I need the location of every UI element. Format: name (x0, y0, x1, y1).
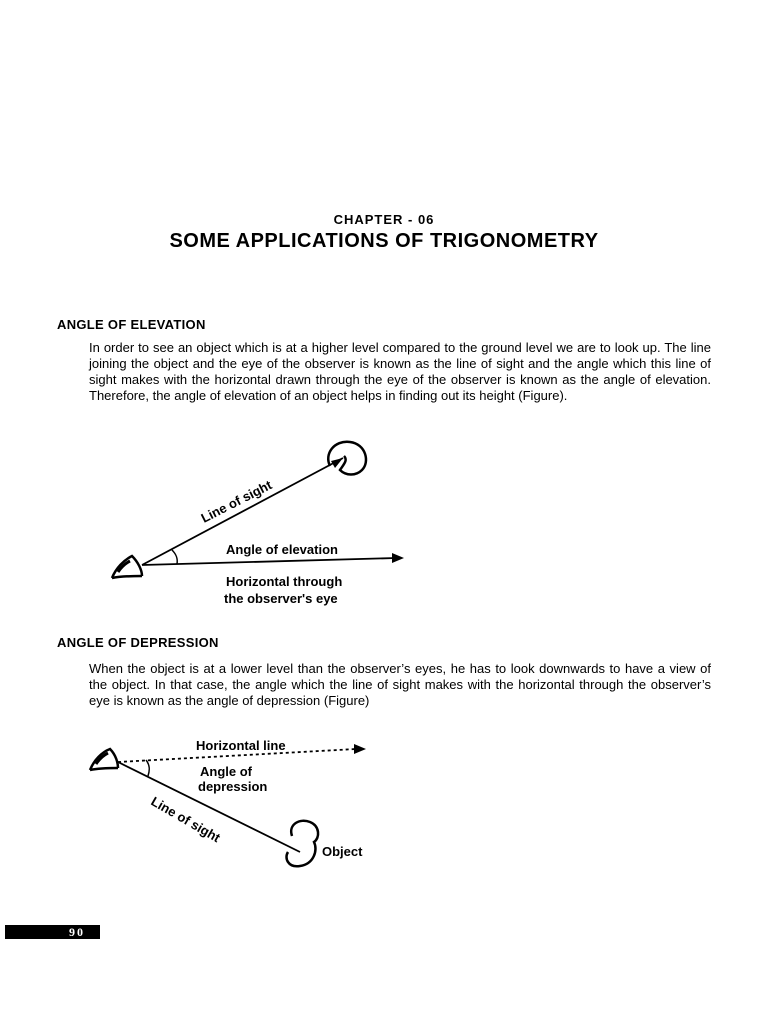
angle-of-label: Angle of (200, 764, 252, 779)
angle-of-elevation-label: Angle of elevation (226, 542, 338, 557)
depression-label: depression (198, 779, 268, 794)
line-of-sight-label: Line of sight (148, 793, 223, 846)
depression-diagram (88, 730, 433, 890)
object-shape (287, 821, 319, 866)
angle-of-depression-heading: ANGLE OF DEPRESSION (57, 635, 219, 650)
angle-of-depression-figure (88, 730, 433, 895)
observer-eye-icon (112, 556, 142, 578)
angle-of-elevation-figure (88, 430, 433, 615)
horizontal-line-label: Horizontal line (196, 738, 286, 753)
elevation-angle-arc (172, 550, 177, 564)
observer-eye-icon (90, 749, 118, 770)
horizontal-through-label: Horizontal through (226, 574, 343, 589)
angle-of-elevation-heading: ANGLE OF ELEVATION (57, 317, 206, 332)
depression-angle-arc (146, 760, 149, 776)
chapter-label: CHAPTER - 06 (333, 212, 435, 227)
horizontal-line (142, 558, 396, 565)
angle-of-elevation-paragraph: In order to see an object which is at a higher level compared to the ground level we are to look up. The line joining the object and the eye of the observer is known as the line of sight and the angle which this line of sight makes with the horizontal drawn through the eye of the observer is known as the angle of elevation. Therefore, the angle of elevation of an object helps in finding out its height (Figure). (89, 340, 711, 403)
page-number: 90 (69, 925, 85, 939)
observers-eye-label: the observer's eye (224, 591, 338, 606)
object-shape (328, 442, 366, 475)
angle-of-depression-paragraph: When the object is at a lower level than the observer’s eyes, he has to look downwards to have a view of the object. In that case, the angle which the line of sight makes with the horizontal through the observer’s eye is known as the angle of depression (Figure) (89, 661, 711, 708)
elevation-diagram (88, 430, 433, 610)
page-title: SOME APPLICATIONS OF TRIGONOMETRY (169, 230, 599, 252)
page-number-box (5, 925, 100, 939)
line-of-sight-label: Line of sight (198, 477, 275, 526)
object-label: Object (322, 844, 363, 859)
